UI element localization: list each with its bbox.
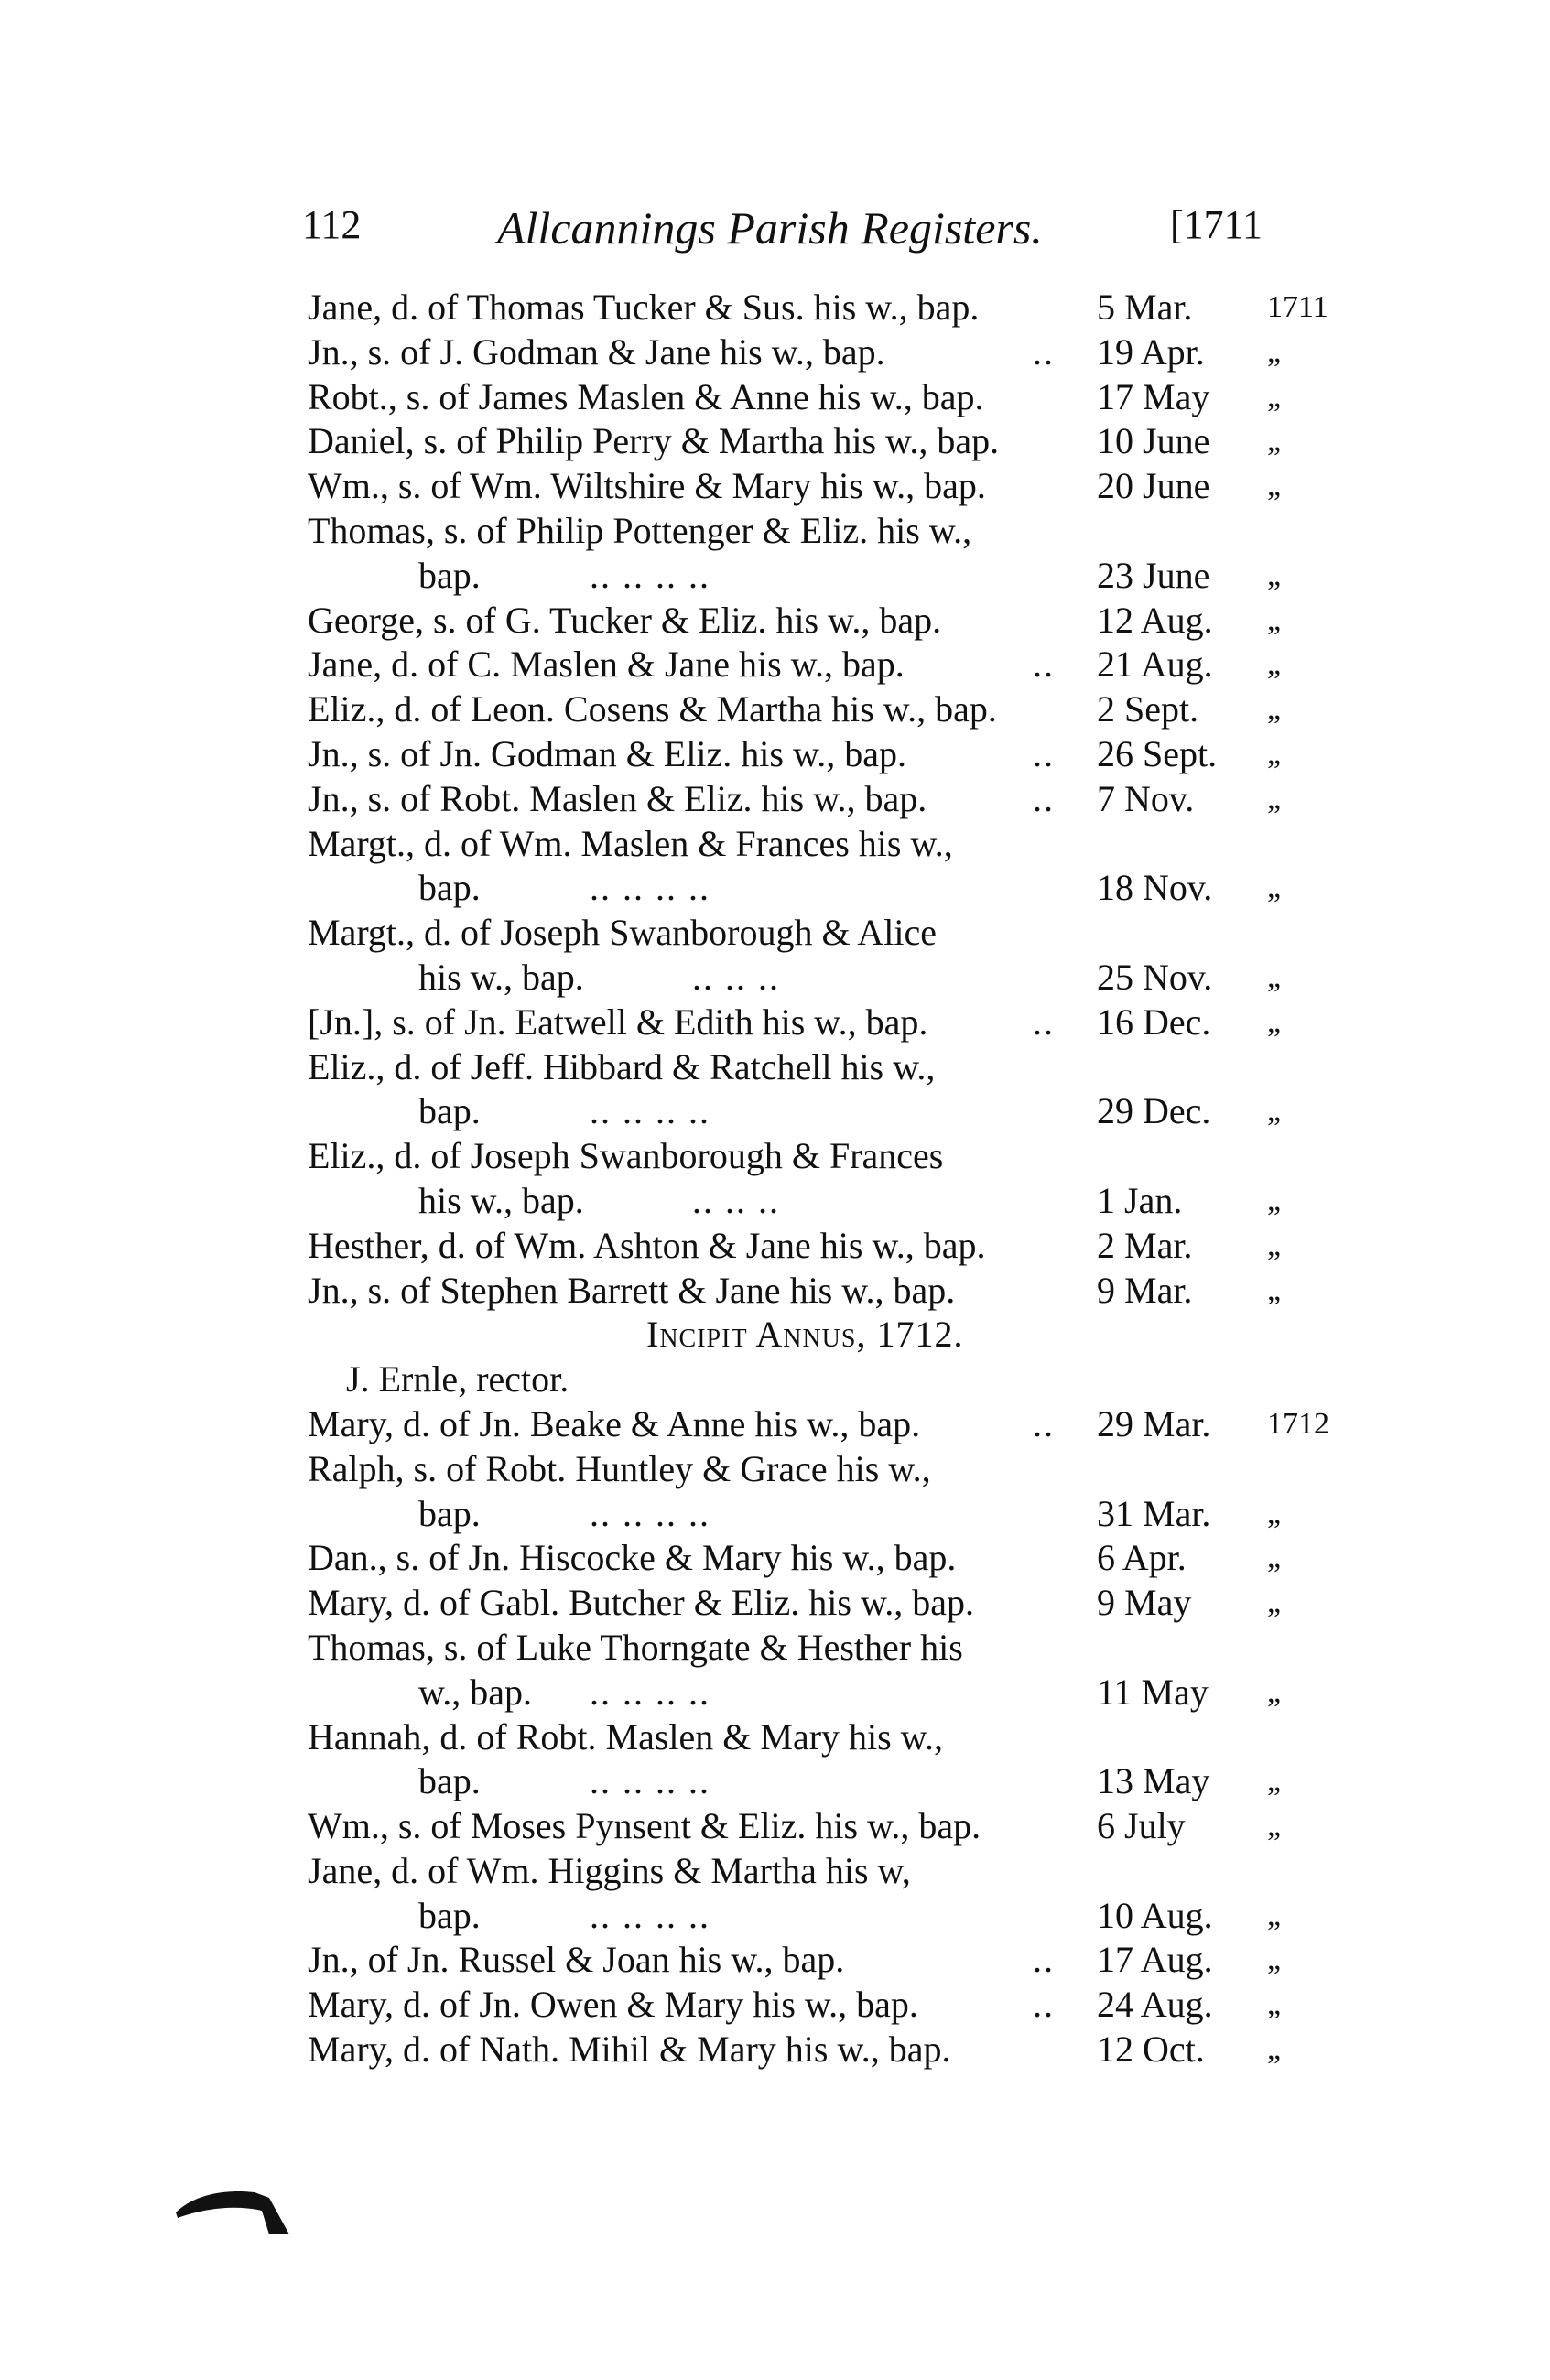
entry-leader: .. .. .. ..: [590, 867, 710, 909]
register-entry: [308, 643, 1333, 687]
entry-text: Wm., s. of Wm. Wiltshire & Mary his w., bap.: [308, 465, 986, 507]
entry-date: 12 Oct.: [1097, 2028, 1205, 2071]
entry-year: „: [1267, 379, 1282, 414]
entry-date: 17 Aug.: [1097, 1939, 1213, 1981]
entry-text: Margt., d. of Joseph Swanborough & Alice: [308, 912, 937, 954]
entry-year: „: [1267, 1004, 1282, 1039]
entry-date: 17 May: [1097, 375, 1210, 417]
entry-year: „: [1267, 781, 1282, 816]
entry-date: 6 Apr.: [1097, 1537, 1187, 1579]
entry-leader: ..: [1033, 1402, 1055, 1444]
register-entry: [308, 777, 1333, 822]
entry-text: Eliz., d. of Leon. Cosens & Martha his w., bap.: [308, 688, 997, 730]
register-entry: [308, 1269, 1333, 1314]
register-entry: [308, 375, 1333, 420]
register-entry: [308, 1402, 1333, 1447]
entry-text: George, s. of G. Tucker & Eliz. his w., bap.: [308, 599, 942, 641]
page-number: 112: [302, 202, 362, 247]
entry-text: Dan., s. of Jn. Hiscocke & Mary his w., bap.: [308, 1537, 957, 1579]
entry-text: bap.: [418, 554, 481, 596]
entry-year: „: [1267, 1987, 1282, 2022]
section-heading-row: [308, 1313, 1333, 1358]
register-entry: [308, 1938, 1333, 1983]
entry-text: Thomas, s. of Luke Thorngate & Hesther his: [308, 1626, 963, 1668]
year-heading: Incipit Annus, 1712.: [646, 1314, 964, 1356]
entry-text: Wm., s. of Moses Pynsent & Eliz. his w., bap.: [308, 1805, 981, 1847]
rector-name: J. Ernle, rector.: [346, 1358, 569, 1401]
register-entry: [308, 464, 1333, 509]
entry-year: „: [1267, 1674, 1282, 1709]
entry-date: 13 May: [1097, 1760, 1210, 1802]
entry-leader: ..: [1033, 644, 1055, 686]
entry-date: 10 Aug.: [1097, 1894, 1213, 1936]
entry-text: bap.: [418, 1492, 481, 1534]
register-entry: [308, 1447, 1333, 1492]
entry-text: Jn., s. of Stephen Barrett & Jane his w., bap.: [308, 1269, 956, 1311]
register-entry: [308, 1759, 1333, 1804]
entry-year: „: [1267, 871, 1282, 905]
entry-text: Hesther, d. of Wm. Ashton & Jane his w., bap.: [308, 1224, 986, 1266]
entry-text: Eliz., d. of Jeff. Hibbard & Ratchell his w.,: [308, 1045, 936, 1087]
entry-date: 10 June: [1097, 420, 1210, 462]
register-entry: [308, 1536, 1333, 1581]
entry-year: „: [1267, 1094, 1282, 1129]
entry-text: Jane, d. of Thomas Tucker & Sus. his w., bap.: [308, 287, 980, 328]
entry-date: 23 June: [1097, 554, 1210, 596]
entry-date: 1 Jan.: [1097, 1179, 1183, 1221]
register-entry: [308, 1671, 1333, 1715]
entry-year: „: [1267, 1898, 1282, 1932]
entry-year: „: [1267, 1585, 1282, 1620]
entry-text: Mary, d. of Gabl. Butcher & Eliz. his w., bap.: [308, 1582, 974, 1624]
entry-leader: .. .. .. ..: [590, 1760, 710, 1802]
register-entry: [308, 1626, 1333, 1671]
entry-year: „: [1267, 736, 1282, 771]
register-entry: [308, 1804, 1333, 1849]
register-entry: [308, 286, 1333, 330]
register-entry: [308, 687, 1333, 732]
header-year: [1711: [1170, 202, 1263, 247]
entry-text: Robt., s. of James Maslen & Anne his w., bap.: [308, 375, 984, 417]
entry-year: „: [1267, 959, 1282, 994]
entry-leader: .. .. ..: [692, 956, 780, 998]
register-entry: [308, 1045, 1333, 1090]
entry-leader: ..: [1033, 330, 1055, 373]
register-entry: [308, 1894, 1333, 1939]
entry-text: Hannah, d. of Robt. Maslen & Mary his w.,: [308, 1715, 943, 1758]
register-entry: [308, 330, 1333, 375]
entry-date: 29 Mar.: [1097, 1402, 1211, 1444]
entry-date: 19 Apr.: [1097, 330, 1205, 373]
entry-date: 18 Nov.: [1097, 867, 1213, 909]
entry-leader: ..: [1033, 1939, 1055, 1981]
register-entry: [308, 1581, 1333, 1626]
entry-leader: .. .. ..: [692, 1179, 780, 1221]
entry-leader: ..: [1033, 1984, 1055, 2026]
entry-text: his w., bap.: [418, 956, 584, 998]
register-entry: [308, 1089, 1333, 1134]
entry-leader: .. .. .. ..: [590, 1894, 710, 1936]
register-entry: [308, 2028, 1333, 2072]
entry-date: 16 Dec.: [1097, 1001, 1211, 1043]
entry-leader: ..: [1033, 1001, 1055, 1043]
entry-text: Daniel, s. of Philip Perry & Martha his w., bap.: [308, 420, 1000, 462]
entry-leader: .. .. .. ..: [590, 1090, 710, 1132]
rector-row: [308, 1358, 1333, 1402]
entry-date: 26 Sept.: [1097, 732, 1218, 774]
register-entry: [308, 1179, 1333, 1224]
entry-date: 2 Mar.: [1097, 1224, 1193, 1266]
entry-date: 20 June: [1097, 465, 1210, 507]
entry-year: 1712: [1267, 1406, 1329, 1441]
register-entry: [308, 1134, 1333, 1179]
entry-date: 2 Sept.: [1097, 688, 1199, 730]
register-entry: [308, 1001, 1333, 1045]
entry-year: „: [1267, 1496, 1282, 1531]
entry-year: „: [1267, 1809, 1282, 1844]
register-entry: [308, 419, 1333, 464]
register-entry: [308, 599, 1333, 644]
entry-date: 9 Mar.: [1097, 1269, 1193, 1311]
entry-text: Jn., s. of Robt. Maslen & Eliz. his w., bap.: [308, 777, 927, 819]
entry-year: „: [1267, 1942, 1282, 1977]
entry-date: 11 May: [1097, 1671, 1209, 1713]
entry-text: Mary, d. of Nath. Mihil & Mary his w., bap.: [308, 2028, 951, 2071]
entry-year: „: [1267, 469, 1282, 503]
register-entry: [308, 509, 1333, 554]
entry-date: 31 Mar.: [1097, 1492, 1211, 1534]
register-entry: [308, 1849, 1333, 1894]
entry-text: Jn., s. of J. Godman & Jane his w., bap.: [308, 330, 885, 373]
entry-text: Mary, d. of Jn. Beake & Anne his w., bap.: [308, 1402, 921, 1444]
entry-text: Eliz., d. of Joseph Swanborough & Frances: [308, 1135, 944, 1177]
register-entry: [308, 554, 1333, 599]
entry-date: 12 Aug.: [1097, 599, 1213, 641]
entry-year: 1711: [1267, 290, 1328, 324]
entry-year: „: [1267, 1272, 1282, 1307]
running-header: [302, 201, 1337, 256]
entry-year: „: [1267, 647, 1282, 682]
entry-date: 7 Nov.: [1097, 777, 1195, 819]
entry-year: „: [1267, 602, 1282, 637]
entry-leader: .. .. .. ..: [590, 1492, 710, 1534]
register-entries: [308, 286, 1333, 2072]
register-entry: [308, 822, 1333, 867]
entry-text: w., bap.: [418, 1671, 533, 1713]
register-entry: [308, 866, 1333, 911]
entry-year: „: [1267, 1541, 1282, 1575]
entry-year: „: [1267, 557, 1282, 592]
entry-date: 29 Dec.: [1097, 1090, 1211, 1132]
entry-leader: ..: [1033, 732, 1055, 774]
entry-year: „: [1267, 424, 1282, 459]
entry-leader: ..: [1033, 777, 1055, 819]
entry-text: Jane, d. of Wm. Higgins & Martha his w,: [308, 1849, 911, 1891]
entry-date: 9 May: [1097, 1582, 1192, 1624]
entry-text: Mary, d. of Jn. Owen & Mary his w., bap.: [308, 1984, 918, 2026]
register-entry: [308, 956, 1333, 1001]
entry-text: Jn., of Jn. Russel & Joan his w., bap.: [308, 1939, 845, 1981]
page-title: Allcannings Parish Registers.: [497, 202, 1043, 254]
ink-mark-icon: [174, 2165, 293, 2238]
entry-date: 24 Aug.: [1097, 1984, 1213, 2026]
entry-text: his w., bap.: [418, 1179, 584, 1221]
entry-date: 6 July: [1097, 1805, 1186, 1847]
entry-text: Margt., d. of Wm. Maslen & Frances his w.,: [308, 822, 953, 864]
entry-year: „: [1267, 1764, 1282, 1799]
entry-text: Jane, d. of C. Maslen & Jane his w., bap.: [308, 644, 905, 686]
entry-date: 25 Nov.: [1097, 956, 1213, 998]
entry-text: bap.: [418, 1760, 481, 1802]
entry-text: [Jn.], s. of Jn. Eatwell & Edith his w., bap.: [308, 1001, 928, 1043]
entry-year: „: [1267, 2032, 1282, 2067]
entry-leader: .. .. .. ..: [590, 554, 710, 596]
register-entry: [308, 1983, 1333, 2028]
register-entry: [308, 1224, 1333, 1269]
entry-year: „: [1267, 1228, 1282, 1262]
entry-text: bap.: [418, 1894, 481, 1936]
entry-year: „: [1267, 692, 1282, 727]
entry-leader: .. .. .. ..: [590, 1671, 710, 1713]
entry-date: 21 Aug.: [1097, 644, 1213, 686]
register-entry: [308, 732, 1333, 777]
entry-year: „: [1267, 334, 1282, 369]
register-entry: [308, 1492, 1333, 1537]
entry-text: Thomas, s. of Philip Pottenger & Eliz. his w.,: [308, 509, 972, 551]
register-entry: [308, 1715, 1333, 1760]
register-entry: [308, 911, 1333, 956]
entry-text: Jn., s. of Jn. Godman & Eliz. his w., bap.: [308, 732, 907, 774]
entry-text: bap.: [418, 1090, 481, 1132]
entry-year: „: [1267, 1183, 1282, 1217]
entry-text: bap.: [418, 867, 481, 909]
entry-text: Ralph, s. of Robt. Huntley & Grace his w.,: [308, 1447, 931, 1489]
entry-date: 5 Mar.: [1097, 287, 1193, 328]
